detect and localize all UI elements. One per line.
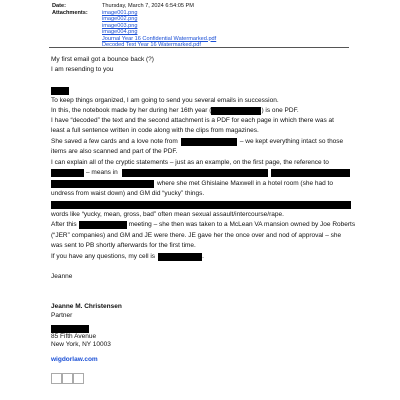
signoff: Jeanne — [51, 273, 73, 280]
body-line: My first email got a bounce back (?) — [51, 56, 154, 63]
body-line: was sent to PB shortly afterwards for the first time. — [51, 242, 196, 249]
redaction-block — [122, 169, 268, 177]
signature-website-link[interactable]: wigdorlaw.com — [51, 356, 98, 363]
body-line: I have “decoded” the text and the second attachment is a PDF for each page in which there was at — [51, 117, 334, 124]
date-label: Date: — [52, 3, 66, 9]
redaction-block — [51, 169, 84, 177]
redaction-block — [271, 169, 350, 177]
redaction-block — [51, 180, 154, 188]
body-line: If you have any questions, my cell is . — [51, 253, 204, 260]
attachments-list — [102, 10, 216, 48]
body-line: I can explain all of the cryptic statements – just as an example, on the first page, the reference to — [51, 159, 329, 166]
body-line: where she met Ghislaine Maxwell in a hotel room (she had to — [157, 180, 333, 187]
header-divider — [49, 47, 349, 48]
signature-title: Partner — [51, 312, 73, 319]
body-line: After this meeting – she then was taken to a McLean VA mansion owned by Joe Roberts — [51, 221, 356, 228]
body-line: She saved a few cards and a love note from – we kept everything intact so those — [51, 138, 344, 145]
image-placeholder-icon — [73, 373, 84, 384]
attachment-link[interactable]: Journal Year 16 Confidential Watermarked.pdf — [102, 35, 217, 42]
body-line: To keep things organized, I am going to send you several emails in succession. — [51, 97, 279, 104]
body-line: least a full sentence written in code along with the clips from magazines. — [51, 127, 259, 134]
body-line: words like “yucky, mean, gross, bad” often mean sexual assault/intercourse/rape. — [51, 211, 284, 218]
redaction-block — [211, 107, 261, 115]
attachments-label: Attachments: — [52, 10, 88, 16]
redaction-block — [51, 325, 89, 333]
attachment-link[interactable]: Decoded Text Year 16 Watermarked.pdf — [102, 42, 201, 49]
attachment-link[interactable]: image002.png — [102, 16, 138, 23]
body-line: (“JER” companies) and GM and JE were there. JE gave her the once over and nod of approval – she — [51, 232, 342, 239]
body-line: In this, the notebook made by her during her 16th year ( ) is one PDF. — [51, 107, 299, 114]
body-line: undress from waist down) and GM did “yucky” things. — [51, 190, 205, 197]
signature-address-line1: 85 Fifth Avenue — [51, 333, 97, 340]
body-line: – means in — [86, 169, 118, 176]
signature-address-line2: New York, NY 10003 — [51, 341, 111, 348]
redaction-block — [51, 201, 351, 209]
attachment-link[interactable]: image001.png — [102, 10, 138, 16]
redaction-block — [51, 87, 69, 95]
redaction-block — [181, 138, 237, 146]
attachment-link[interactable]: image003.png — [102, 22, 138, 29]
body-line: I am resending to you — [51, 66, 114, 73]
attachment-link[interactable]: image004.png — [102, 29, 138, 36]
redaction-block — [79, 221, 127, 229]
signature-name: Jeanne M. Christensen — [51, 303, 122, 310]
date-value: Thursday, March 7, 2024 6:54:05 PM — [102, 3, 194, 9]
redaction-block — [158, 253, 202, 261]
image-placeholder-icon — [51, 373, 62, 384]
body-line: items are also scanned and part of the PDF. — [51, 148, 178, 155]
image-placeholder-icon — [62, 373, 73, 384]
